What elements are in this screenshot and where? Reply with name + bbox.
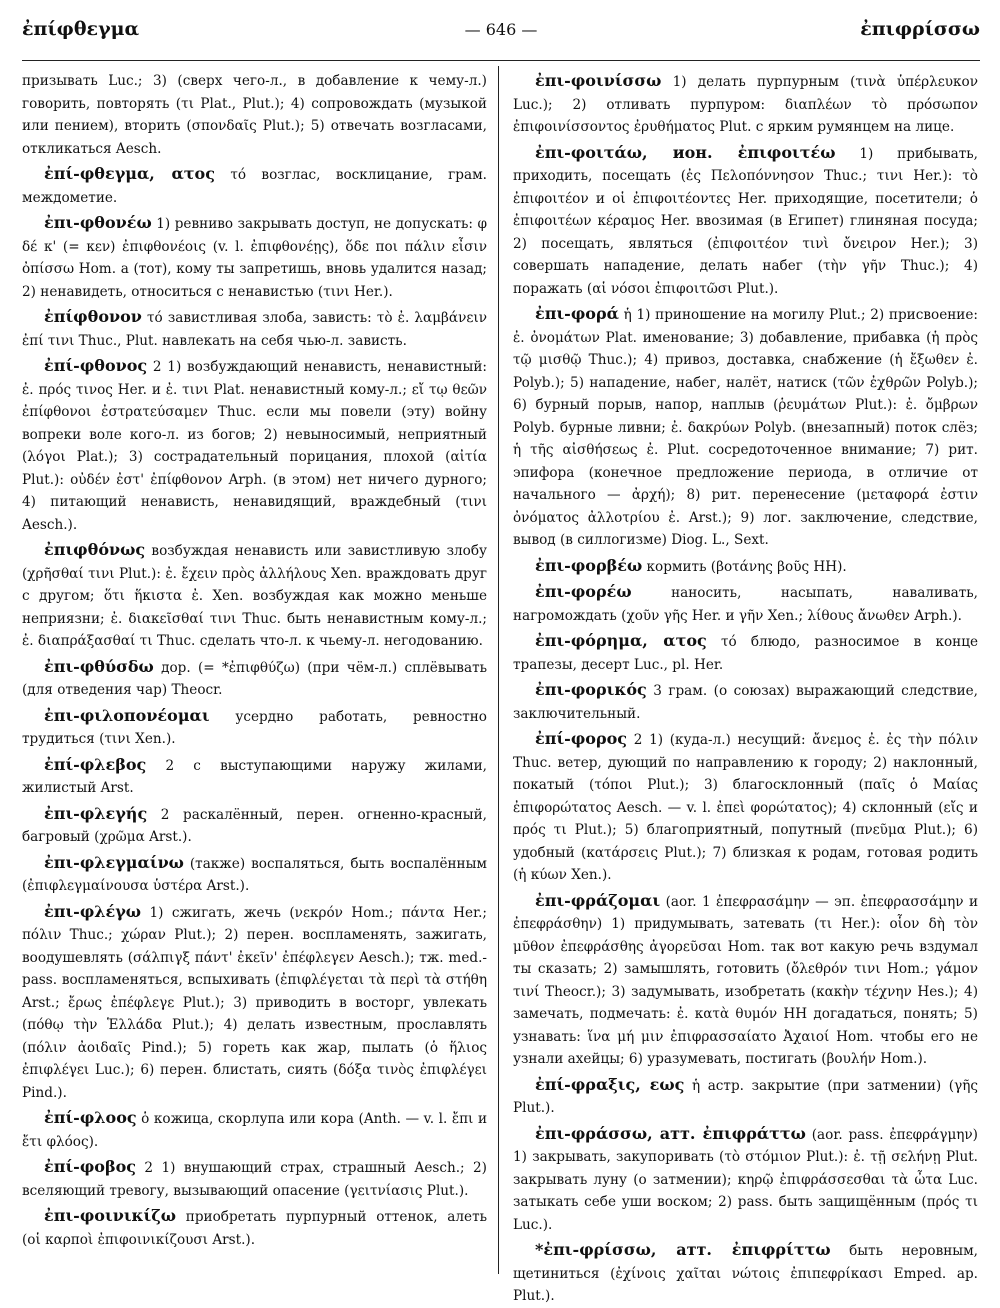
- dictionary-entry: [22, 705, 487, 751]
- entry-definition: 1) делать пурпурным (τινὰ ὑπέρλευκον Luc.); 2) отливать пурпуром: διαπλέων τὸ πρόσωπον ἐπιφοινίσσοντος ἐρυθήματος Plut. с ярким румянцем на лице.: [513, 74, 978, 135]
- entry-definition: 2 1) возбуждающий ненависть, ненавистный: ἐ. πρός τινος Her. и ἐ. τινι Plat. ненавистный кому-л.; εἴ τῳ θεῶν ἐπίφθονοι ἐστρατεύσαμεν Thuc. если мы повели (эту) войну вопреки воле кого-л. из богов; 2) невыносимый, неприятный (λόγοι Plat.); 3) сострадательный порицания, плохой (αἰτία Plut.): οὐδέν ἐστ' ἐπίφθονον Arph. (в этом) нет ничего дурного; 4) питающий ненависть, ненавидящий, враждебный (τινι Aesch.).: [22, 359, 487, 533]
- entry-definition: 2 1) внушающий страх, страшный Aesch.; 2) вселяющий тревогу, вызывающий опасение (γειτνίασις Plut.).: [22, 1160, 487, 1199]
- dictionary-entry: [513, 303, 978, 552]
- entry-definition: приобретать пурпурный оттенок, алеть (οἱ καρποὶ ἐπιφοινικίζουσι Arst.).: [22, 1209, 487, 1248]
- dictionary-entry: [22, 1205, 487, 1251]
- right-column: [513, 70, 979, 1304]
- page-header: [22, 12, 980, 52]
- entry-definition: 2 с выступающими наружу жилами, жилистый Arst.: [22, 757, 487, 796]
- entry-headword: ἐπι-φθύσδω: [44, 656, 154, 676]
- entry-definition: быть неровным, щетиниться (ἐχίνοις χαῖται νώτοις ἐπιπεφρίκασι Emped. ap. Plut.).: [513, 1243, 979, 1304]
- left-column: [22, 70, 487, 1275]
- dictionary-entry: [22, 1156, 487, 1202]
- dictionary-entry: [513, 142, 978, 301]
- dictionary-entry: [22, 656, 487, 702]
- entry-definition: (aor. 1 ἐπεφρασάμην — эп. ἐπεφρασσάμην и ἐπεφράσθην) 1) придумывать, затевать (τι Her.): οἷον δὴ τὸν μῦθον ἐπεφράσθης ἀγορεῦσαι Hom. так вот какую речь вздумал ты сказать; 2) замышлять, готовить (ὄλεθρόν τινι Hom.; γάμον τινί Theocr.); 3) задумывать, изобретать (κακὴν τέχνην Hes.); 4) замечать, подмечать: ἐ. κατὰ θυμόν HH догадаться, понять; 5) узнавать: ἵνα μή μιν ἐπιφρασσαίατο Ἀχαιοί Hom. чтобы его не узнали ахейцы; 6) уразумевать, постигать (βουλήν Hom.).: [513, 893, 978, 1067]
- entry-headword: ἐπι-φοινικίζω: [44, 1206, 176, 1225]
- dictionary-entry: [513, 1074, 978, 1120]
- entry-definition: дор. (= *ἐπιφθύζω) (при чём-л.) сплёвывать (для отведения чар) Theocr.: [22, 659, 487, 698]
- entry-headword: ἐπί-φθονος: [44, 356, 148, 375]
- dictionary-entry: [22, 803, 487, 849]
- entry-headword: ἐπι-φλεγμαίνω: [44, 852, 184, 872]
- page-number: — 646 —: [464, 20, 538, 39]
- entry-headword: ἐπι-φορά: [535, 304, 619, 323]
- dictionary-entry: [513, 679, 978, 725]
- entry-headword: ἐπί-φοβος: [44, 1157, 137, 1176]
- entry-headword: ἐπι-φλέγω: [44, 901, 142, 921]
- dictionary-entry: [513, 70, 978, 139]
- entry-headword: ἐπί-φλεβος: [44, 754, 147, 774]
- entry-headword: ἐπι-φθονέω: [44, 213, 152, 232]
- entry-headword: ἐπι-φοινίσσω: [535, 71, 662, 90]
- entry-definition: 3 грам. (о союзах) выражающий следствие, заключительный.: [513, 683, 978, 722]
- entry-headword: ἐπι-φιλοπονέομαι: [44, 705, 210, 725]
- entry-definition: кормить (βοτάνης βοῦς HH).: [646, 558, 847, 575]
- dictionary-entry: [22, 852, 487, 898]
- dictionary-entry: [22, 539, 487, 653]
- entry-headword: ἐπι-φορικός: [535, 680, 647, 699]
- entry-definition: 2 раскалённый, перен. огненно-красный, багровый (χρῶμα Arst.).: [22, 806, 487, 845]
- entry-definition: (aor. pass. ἐπεφράγμην) 1) закрывать, закупоривать (τὸ στόμιον Plut.): ἐ. τῇ σελήνῃ Plut. закрывать луну (о затмении); κηρῷ ἐπιφράσσεσθαι τὰ ὦτα Luc. затыкать себе уши воском; 2) pass. быть защищённым (πρός τι Luc.).: [513, 1126, 978, 1233]
- header-left-word: ἐπίφθεγμα: [22, 18, 140, 40]
- dictionary-entry: [22, 754, 487, 800]
- entry-headword: ἐπί-φλοος: [44, 1108, 137, 1127]
- entry-headword: ἐπι-φλεγής: [44, 803, 148, 823]
- dictionary-entry: [513, 728, 978, 887]
- entry-headword: ἐπί-φθεγμα, ατος: [44, 164, 215, 183]
- entry-definition: 1) сжигать, жечь (νεκρόν Hom.; πάντα Her.; πόλιν Thuc.; χώραν Plut.); 2) перен. воспламенять, зажигать, воодушевлять (σάλπιγξ πάντ' ἐκεῖν' ἐπέφλεγεν Aesch.); тж. med.-pass. воспламеняться, вспыхивать (ἐπιφλέγεται τὰ περὶ τὰ στήθη Arst.; ἔρως ἐπέφλεγε Plut.); 3) приводить в восторг, увлекать (πόθῳ τὴν Ἑλλάδα Plut.); 4) делать известным, прославлять (πόλιν ἀοιδαῖς Pind.); 5) гореть как жар, пылать (ὁ ἥλιος ἐπιφλέγει Luc.); 6) перен. блистать, сиять (δόξα τινὸς ἐπιφλέγει Pind.).: [22, 904, 487, 1101]
- dictionary-entry: [513, 890, 978, 1071]
- entry-headword: ἐπίφθονον: [44, 307, 142, 326]
- dictionary-entry: [22, 163, 487, 209]
- entry-definition: τό завистливая злоба, зависть: τὸ ἐ. λαμβάνειν ἐπί τινι Thuc., Plut. навлекать на себя чью-л. зависть.: [22, 310, 487, 349]
- entry-definition: усердно работать, ревностно трудиться (τινι Xen.).: [22, 708, 487, 747]
- dictionary-entry: [513, 581, 978, 627]
- header-right-word: ἐπιφρίσσω: [860, 18, 980, 40]
- entry-headword: *ἐπι-φρίσσω, атт. ἐπιφρίττω: [535, 1240, 831, 1259]
- dictionary-entry: [513, 1123, 978, 1237]
- entry-headword: ἐπί-φραξις, εως: [535, 1074, 685, 1094]
- dictionary-entry: [513, 1239, 978, 1308]
- entry-definition: возбуждая ненависть или завистливую злобу (χρῆσθαί τινι Plut.): ἐ. ἔχειν πρὸς ἀλλήλους Xen. враждовать друг с другом; ὅτι ἥκιστα ἐ. Xen. возбуждая как можно меньше неприязни; ἐ. διακεῖσθαί τινι Thuc. быть ненавистным кому-л.; ἐ. διαπράξασθαί τι Thuc. сделать что-л. к чьему-л. негодованию.: [22, 543, 487, 649]
- dictionary-entry: [22, 212, 487, 303]
- entry-definition: (также) воспаляться, быть воспалённым (ἐπιφλεγμαίνουσα ὑστέρα Arst.).: [22, 855, 488, 894]
- entry-definition: 1) прибывать, приходить, посещать (ἐς Πελοπόννησον Thuc.; τινι Her.): τὸ ἐπιφοιτέον и οἱ ἐπιφοιτέοντες Her. приходящие, посетители; ὁ ἐπιφοιτέων κέραμος Her. ввозимая (в Египет) глиняная посуда; 2) посещать, являться (ἐπιφοιτέον τινὶ ὄνειρον Her.); 3) совершать нападение, делать набег (τὴν γῆν Thuc.); 4) поражать (αἱ νόσοι ἐπιφοιτῶσι Plut.).: [513, 145, 978, 297]
- entry-definition: ὁ кожица, скорлупа или кора (Anth. — v. l. ἔπι и ἔτι φλόος).: [22, 1111, 487, 1150]
- dictionary-entry: [22, 1107, 487, 1153]
- dictionary-entry: [22, 70, 487, 160]
- entry-headword: ἐπι-φράσσω, атт. ἐπιφράττω: [535, 1123, 806, 1143]
- entry-definition: призывать Luc.; 3) (сверх чего-л., в добавление к чему-л.) говорить, повторять (τι Plat., Plut.); 4) сопровождать (музыкой или пением), вторить (σπονδαῖς Plut.); 5) отвечать возгласами, откликаться Aesch.: [22, 73, 487, 157]
- entry-definition: 2 1) (куда-л.) несущий: ἄνεμος ἐ. ἐς τὴν πόλιν Thuc. ветер, дующий по направлению к городу; 2) наклонный, покатый (τόποι Plut.); 3) благосклонный (παῖς ὁ Μαίας ἐπιφορώτατος Aesch. — v. l. ἐπεὶ φορώτατος); 4) склонный (εἴς и πρός τι Plut.); 5) благоприятный, попутный (πνεῦμα Plut.); 6) удобный (κατάρσεις Plut.); 7) близкая к родам, готовая родить (ἡ κύων Xen.).: [513, 732, 978, 883]
- entry-definition: τό блюдо, разносимое в конце трапезы, десерт Luc., pl. Her.: [513, 634, 979, 673]
- entry-headword: ἐπιφθόνως: [44, 540, 146, 559]
- entry-headword: ἐπι-φορβέω: [535, 555, 643, 575]
- entry-definition: наносить, насыпать, наваливать, нагромождать (χοῦν γῆς Her. и γῆν Xen.; λίθους ἄνωθεν Arph.).: [513, 585, 979, 624]
- entry-headword: ἐπι-φράζομαι: [535, 890, 661, 910]
- entry-headword: ἐπι-φοιτάω, ион. ἐπιφοιτέω: [535, 142, 836, 162]
- column-divider: [498, 66, 499, 1274]
- dictionary-entry: [22, 355, 487, 536]
- dictionary-entry: [22, 901, 487, 1105]
- dictionary-entry: [22, 306, 487, 352]
- entry-headword: ἐπι-φορέω: [535, 582, 632, 601]
- entry-headword: ἐπί-φορος: [535, 729, 628, 748]
- entry-definition: ἡ астр. закрытие (при затмении) (γῆς Plut.).: [513, 1077, 978, 1116]
- header-rule: [22, 60, 980, 61]
- dictionary-entry: [513, 555, 978, 579]
- entry-definition: τό возглас, восклицание, грам. междометие.: [22, 167, 487, 206]
- entry-definition: 1) ревниво закрывать доступ, не допускать: φ δέ κ' (= κεν) ἐπιφθονέοις (v. l. ἐπιφθονέῃς), ὅδε ποι πάλιν εἶσιν ὀπίσσω Hom. а (тот), кому ты запретишь, вновь удалится назад; 2) ненавидеть, относиться с ненавистью (τινι Her.).: [22, 216, 487, 300]
- dictionary-entry: [513, 630, 978, 676]
- entry-headword: ἐπι-φόρημα, ατος: [535, 631, 707, 650]
- entry-definition: ἡ 1) приношение на могилу Plut.; 2) присвоение: ἐ. ὀνομάτων Plat. именование; 3) добавление, прибавка (ἡ πρὸς τῷ μισθῷ Thuc.); 4) привоз, доставка, снабжение (ἡ ἔξωθεν ἐ. Polyb.); 5) нападение, набег, налёт, натиск (τῶν ἐχθρῶν Polyb.); 6) бурный порыв, напор, наплыв (ῥευμάτων Plut.): ἐ. ὄμβρων Polyb. бурные ливни; ἐ. δακρύων Polyb. (внезапный) поток слёз; ἡ τῆς αἰσθήσεως ἐ. Plut. сосредоточенное внимание; 7) рит. эпифора (конечное предложение периода, в отличие от начального — ἀρχή); 8) рит. перенесение (μεταφορά ἐστιν ὀνόματος ἀλλοτρίου ἐ. Arst.); 9) лог. заключение, следствие, вывод (в силлогизме) Diog. L., Sext.: [513, 307, 978, 548]
